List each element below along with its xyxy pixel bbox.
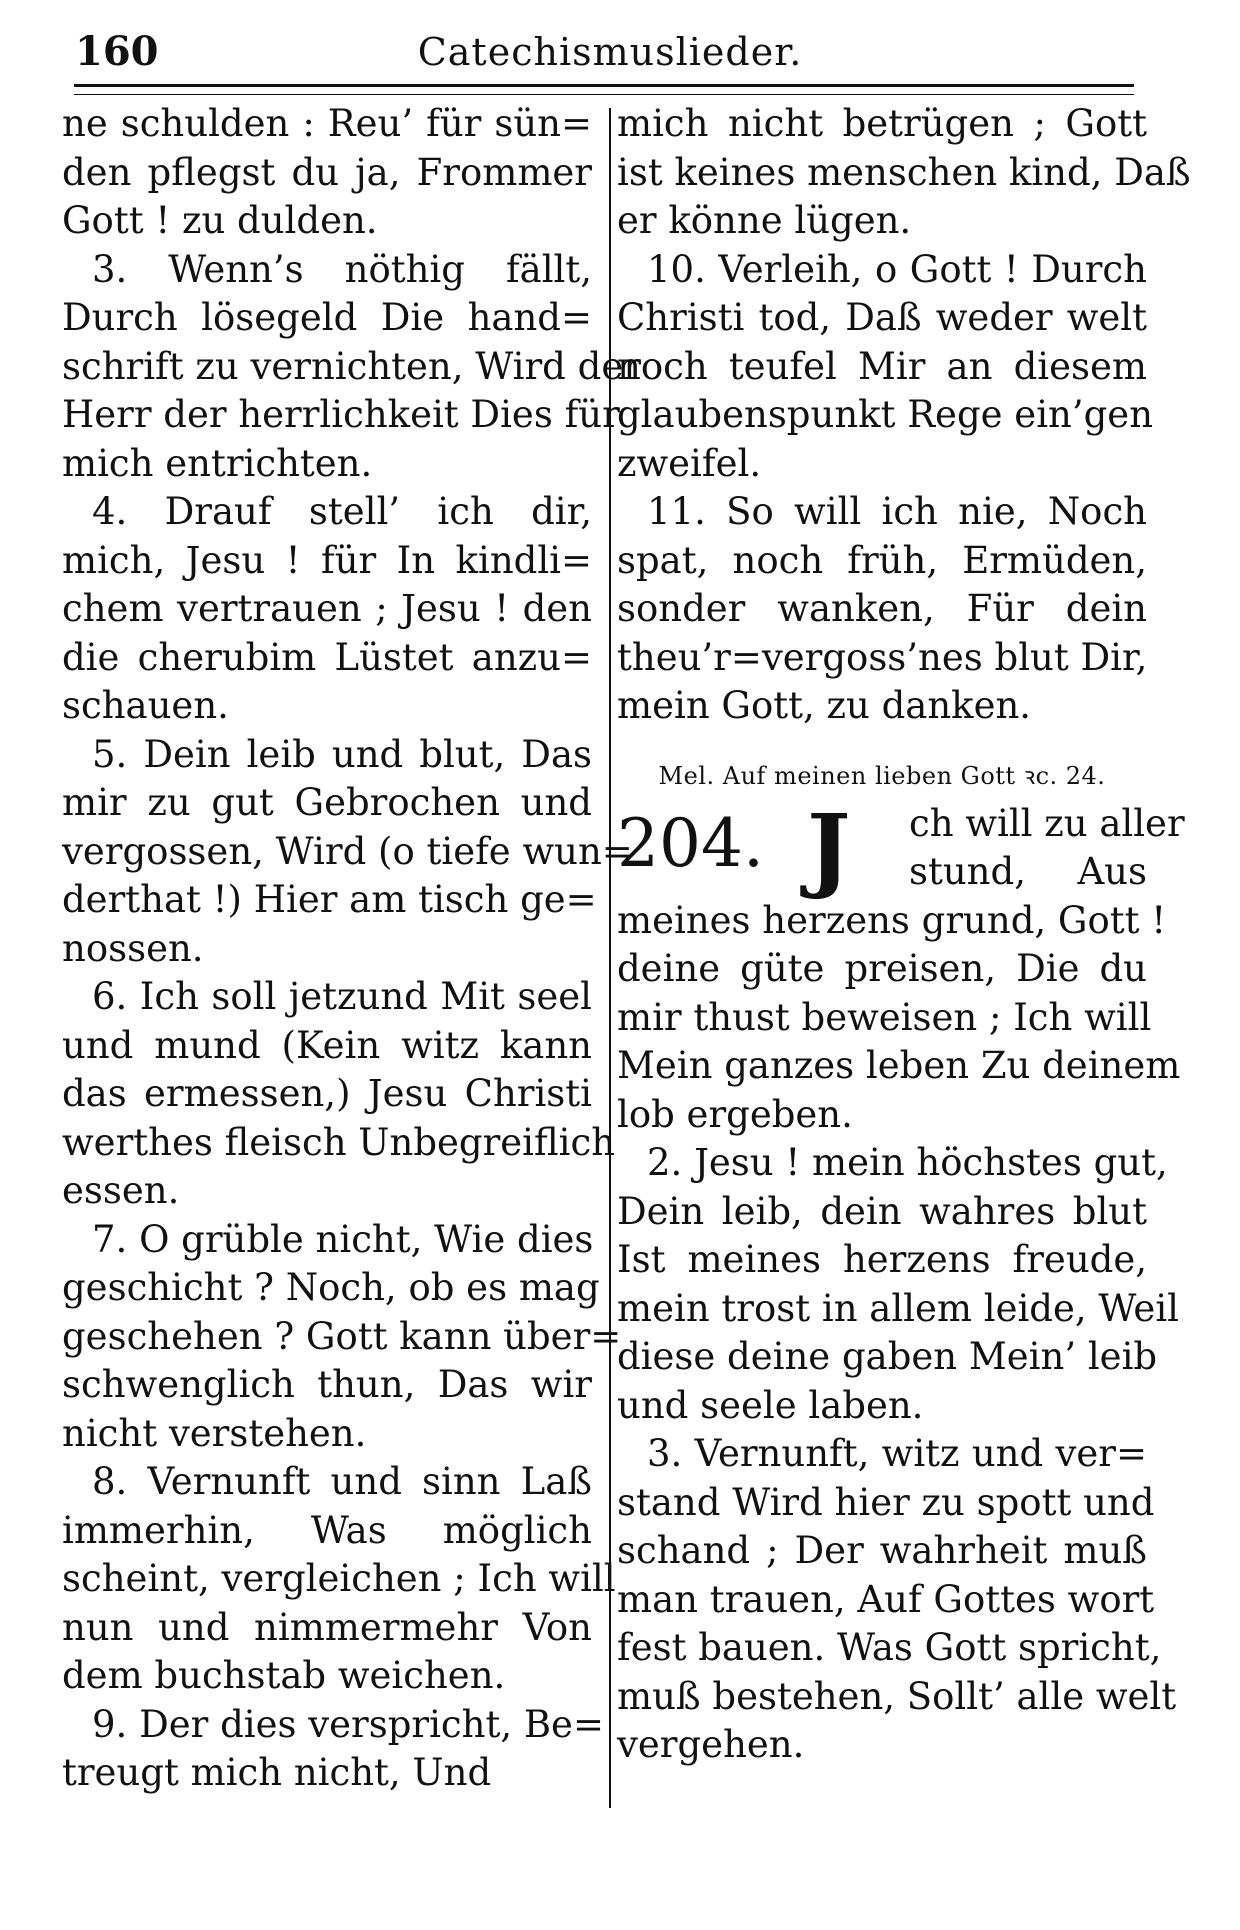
text-line: nicht verstehen. xyxy=(62,1411,367,1455)
text-line: 3. Vernunft, witz und ver= xyxy=(647,1432,1147,1475)
text-line: mir thust beweisen ; Ich will xyxy=(617,995,1152,1039)
text-line: werthes fleisch Unbegreiflich xyxy=(62,1120,616,1164)
text-line: schrift zu vernichten, Wird der xyxy=(62,344,641,388)
text-line: Durch lösegeld Die hand= xyxy=(62,296,592,339)
text-line: mir zu gut Gebrochen und xyxy=(62,781,592,824)
text-line: nun und nimmermehr Von xyxy=(62,1605,592,1649)
text-line: scheint, vergleichen ; Ich will xyxy=(62,1557,616,1600)
melody-line: Mel. Auf meinen lieben Gott ꝛc. 24. xyxy=(658,761,1106,790)
text-line: stand Wird hier zu spott und xyxy=(617,1480,1155,1524)
text-line: spat, noch früh, Ermüden, xyxy=(617,538,1147,582)
text-line: Mein ganzes leben Zu deinem xyxy=(617,1044,1181,1087)
text-line: theu’r=vergoss’nes blut Dir, xyxy=(617,635,1148,679)
text-line: 2. Jesu ! mein höchstes gut, xyxy=(647,1141,1168,1184)
text-line: das ermessen,) Jesu Christi xyxy=(62,1072,592,1115)
text-line: mich entrichten. xyxy=(62,441,373,485)
text-line: geschehen ? Gott kann über= xyxy=(62,1314,622,1358)
text-line: noch teufel Mir an diesem xyxy=(617,344,1147,388)
text-line: diese deine gaben Mein’ leib xyxy=(617,1335,1158,1378)
text-line: treugt mich nicht, Und xyxy=(62,1751,492,1794)
text-line: mich, Jesu ! für In kindli= xyxy=(62,538,592,582)
text-line: stund, Aus xyxy=(909,850,1147,893)
text-line: schauen. xyxy=(62,684,229,727)
text-line: Ist meines herzens freude, xyxy=(617,1238,1147,1281)
text-line: 10. Verleih, o Gott ! Durch xyxy=(647,247,1147,291)
text-line: er könne lügen. xyxy=(617,199,912,242)
text-line: mein trost in allem leide, Weil xyxy=(617,1286,1179,1330)
text-line: geschicht ? Noch, ob es mag xyxy=(62,1266,600,1309)
text-line: die cherubim Lüstet anzu= xyxy=(62,635,592,679)
text-line: schand ; Der wahrheit muß xyxy=(617,1529,1147,1572)
text-line: Gott ! zu dulden. xyxy=(62,199,378,242)
header-rule xyxy=(74,84,1134,87)
text-line: 4. Drauf stell’ ich dir, xyxy=(92,490,592,533)
text-line: Christi tod, Daß weder welt xyxy=(617,296,1147,339)
text-line: 5. Dein leib und blut, Das xyxy=(92,732,592,776)
hymn-number: 204. xyxy=(617,804,764,882)
text-line: meines herzens grund, Gott ! xyxy=(617,898,1167,942)
running-title: Catechismuslieder. xyxy=(417,30,803,74)
text-line: ne schulden : Reu’ für sün= xyxy=(62,102,592,145)
text-line: 7. O grüble nicht, Wie dies xyxy=(92,1217,594,1261)
left-column xyxy=(62,100,641,1798)
text-line: 6. Ich soll jetzund Mit seel xyxy=(92,975,592,1018)
text-line: man trauen, Auf Gottes wort xyxy=(617,1577,1155,1621)
text-line: sonder wanken, Für dein xyxy=(617,587,1147,630)
text-line: den pflegst du ja, Frommer xyxy=(62,150,592,194)
text-line: schwenglich thun, Das wir xyxy=(62,1363,592,1406)
page-number: 160 xyxy=(75,28,159,75)
text-line: vergehen. xyxy=(617,1723,805,1766)
text-line: 11. So will ich nie, Noch xyxy=(647,490,1147,533)
text-line: fest bauen. Was Gott spricht, xyxy=(617,1626,1162,1669)
text-line: essen. xyxy=(62,1169,180,1212)
drop-cap: J xyxy=(807,793,851,902)
text-line: chem vertrauen ; Jesu ! den xyxy=(62,587,592,630)
right-column xyxy=(617,100,1191,1770)
text-line: und seele laben. xyxy=(617,1383,924,1427)
text-line: immerhin, Was möglich xyxy=(62,1508,592,1552)
text-line: muß bestehen, Sollt’ alle welt xyxy=(617,1674,1177,1718)
text-line: ch will zu aller xyxy=(909,801,1185,845)
text-line: derthat !) Hier am tisch ge= xyxy=(62,878,597,921)
text-line: mich nicht betrügen ; Gott xyxy=(617,102,1147,145)
text-line: glaubenspunkt Rege ein’gen xyxy=(617,393,1154,436)
text-line: deine güte preisen, Die du xyxy=(617,947,1147,990)
text-line: 8. Vernunft und sinn Laß xyxy=(92,1460,592,1503)
header-rule-thin xyxy=(74,94,1134,95)
text-line: vergossen, Wird (o tiefe wun= xyxy=(62,829,633,873)
text-line: Dein leib, dein wahres blut xyxy=(617,1189,1147,1233)
text-line: lob ergeben. xyxy=(617,1092,853,1136)
text-line: nossen. xyxy=(62,926,204,970)
text-line: zweifel. xyxy=(617,441,762,485)
text-line: dem buchstab weichen. xyxy=(62,1654,506,1697)
text-line: 9. Der dies verspricht, Be= xyxy=(92,1702,604,1746)
text-line: Herr der herrlichkeit Dies für xyxy=(62,393,620,436)
text-line: mein Gott, zu danken. xyxy=(617,684,1032,727)
text-line: und mund (Kein witz kann xyxy=(62,1023,592,1067)
text-line: ist keines menschen kind, Daß xyxy=(617,150,1191,194)
text-line: 3. Wenn’s nöthig fällt, xyxy=(92,247,592,291)
